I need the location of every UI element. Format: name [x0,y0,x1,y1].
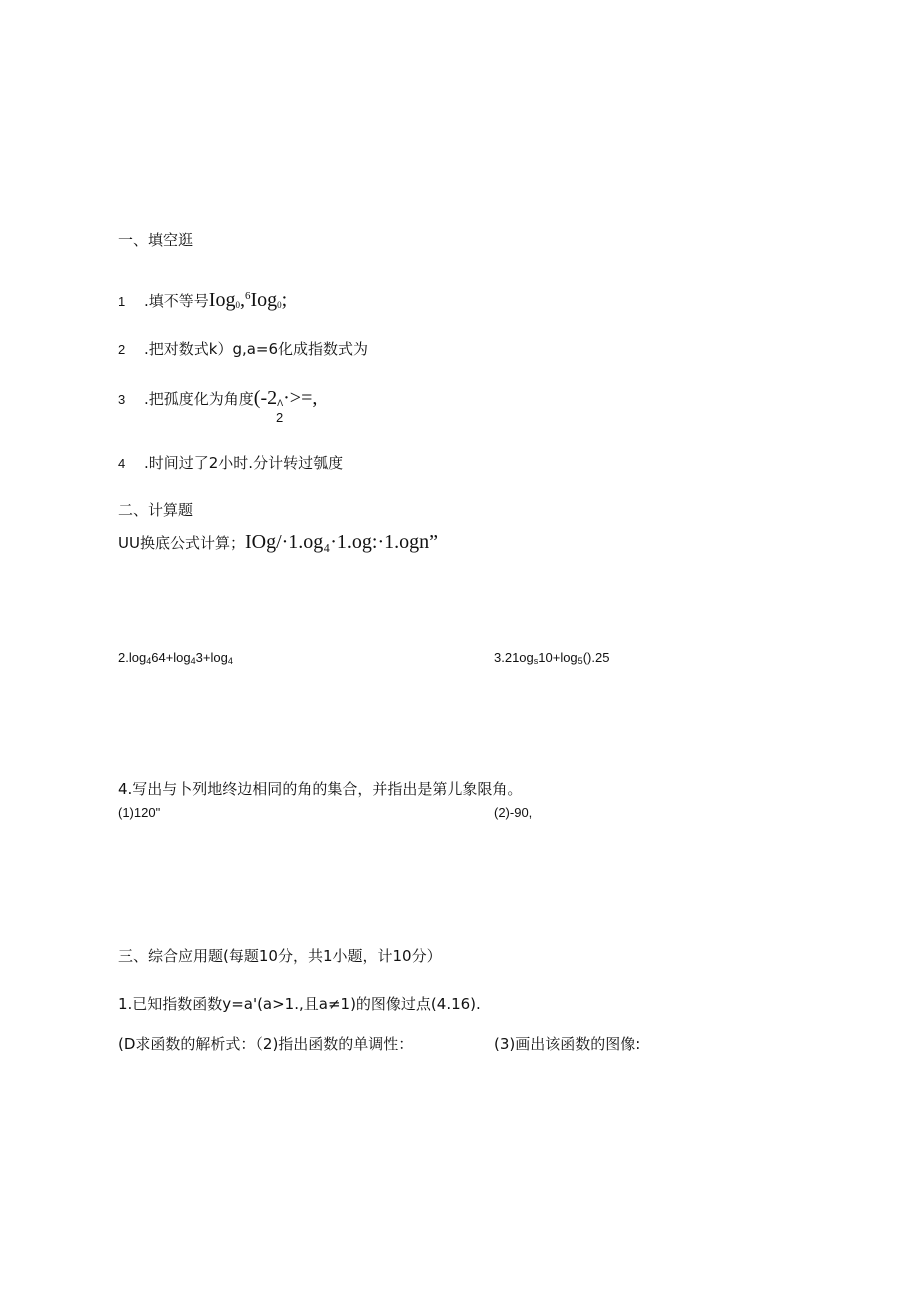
math-log-b: Iog [250,289,278,311]
question-2-1 [118,532,438,553]
math-sup: 6 [244,290,251,302]
question-number: 1 [118,294,126,309]
question-number: 2 [118,342,126,357]
section-2-heading: 二、计算题 [118,501,194,519]
question-1-3 [118,388,317,413]
question-text: .填不等号 [144,292,209,310]
section-1-heading: 一、填空逛 [118,231,194,249]
question-3-1-part-3: (3)画出该函数的图像: [494,1035,641,1053]
fraction-denominator: 2 [276,410,284,425]
question-2-4-a: (1)120" [118,805,161,820]
expr-part: ().25 [582,650,610,665]
question-3-1: 1.已知指数函数y=a'(a>1.,且a≠1)的图像过点(4.16). [118,995,481,1013]
question-text: .把对数式k）g,a=6化成指数式为 [144,340,369,358]
question-2-2 [118,648,233,671]
question-number: 3 [118,392,126,407]
math-expression: IOg/·1.og₄·1.og:·1.ogn” [244,531,439,553]
expr-part: 64+log [151,650,191,665]
math-expression: (-2 [253,387,278,409]
math-log-a: Iog [208,289,236,311]
math-sep: , [239,289,245,311]
expr-part: 3.21og [494,650,534,665]
question-2-3 [494,648,609,671]
math-sub: Λ [277,398,284,408]
question-text: UU换底公式计算； [118,534,245,552]
question-text: .时间过了2小时.分计转过瓠度 [144,454,344,472]
math-sub-b: 0 [277,300,282,310]
expr-sub: 5 [577,656,583,666]
expr-sub: 4 [190,656,196,666]
expr-part: 3+log [195,650,228,665]
question-3-1-parts: (D求函数的解析式：（2)指出函数的单调性： [118,1035,414,1053]
question-number: 4 [118,456,126,471]
math-tail: ·>=, [283,387,318,409]
question-1-4 [118,453,343,474]
question-2-4-b: (2)-90, [494,805,533,820]
section-3-heading: 三、综合应用题(每题10分，共1小题，计10分） [118,947,442,965]
question-text: .把孤度化为角度 [144,390,254,408]
question-1-2 [118,339,368,360]
math-sub-a: 0 [235,300,240,310]
expr-part: 10+log [538,650,578,665]
question-2-4: 4.写出与卜列地终边相同的角的集合，并指出是第儿象限角。 [118,780,523,798]
expr-part: 2.log [118,650,147,665]
math-end: ; [281,289,288,311]
question-1-1 [118,286,287,315]
expr-sub: 4 [146,656,152,666]
expr-sub: 4 [227,656,233,666]
expr-sub: s [533,656,539,666]
